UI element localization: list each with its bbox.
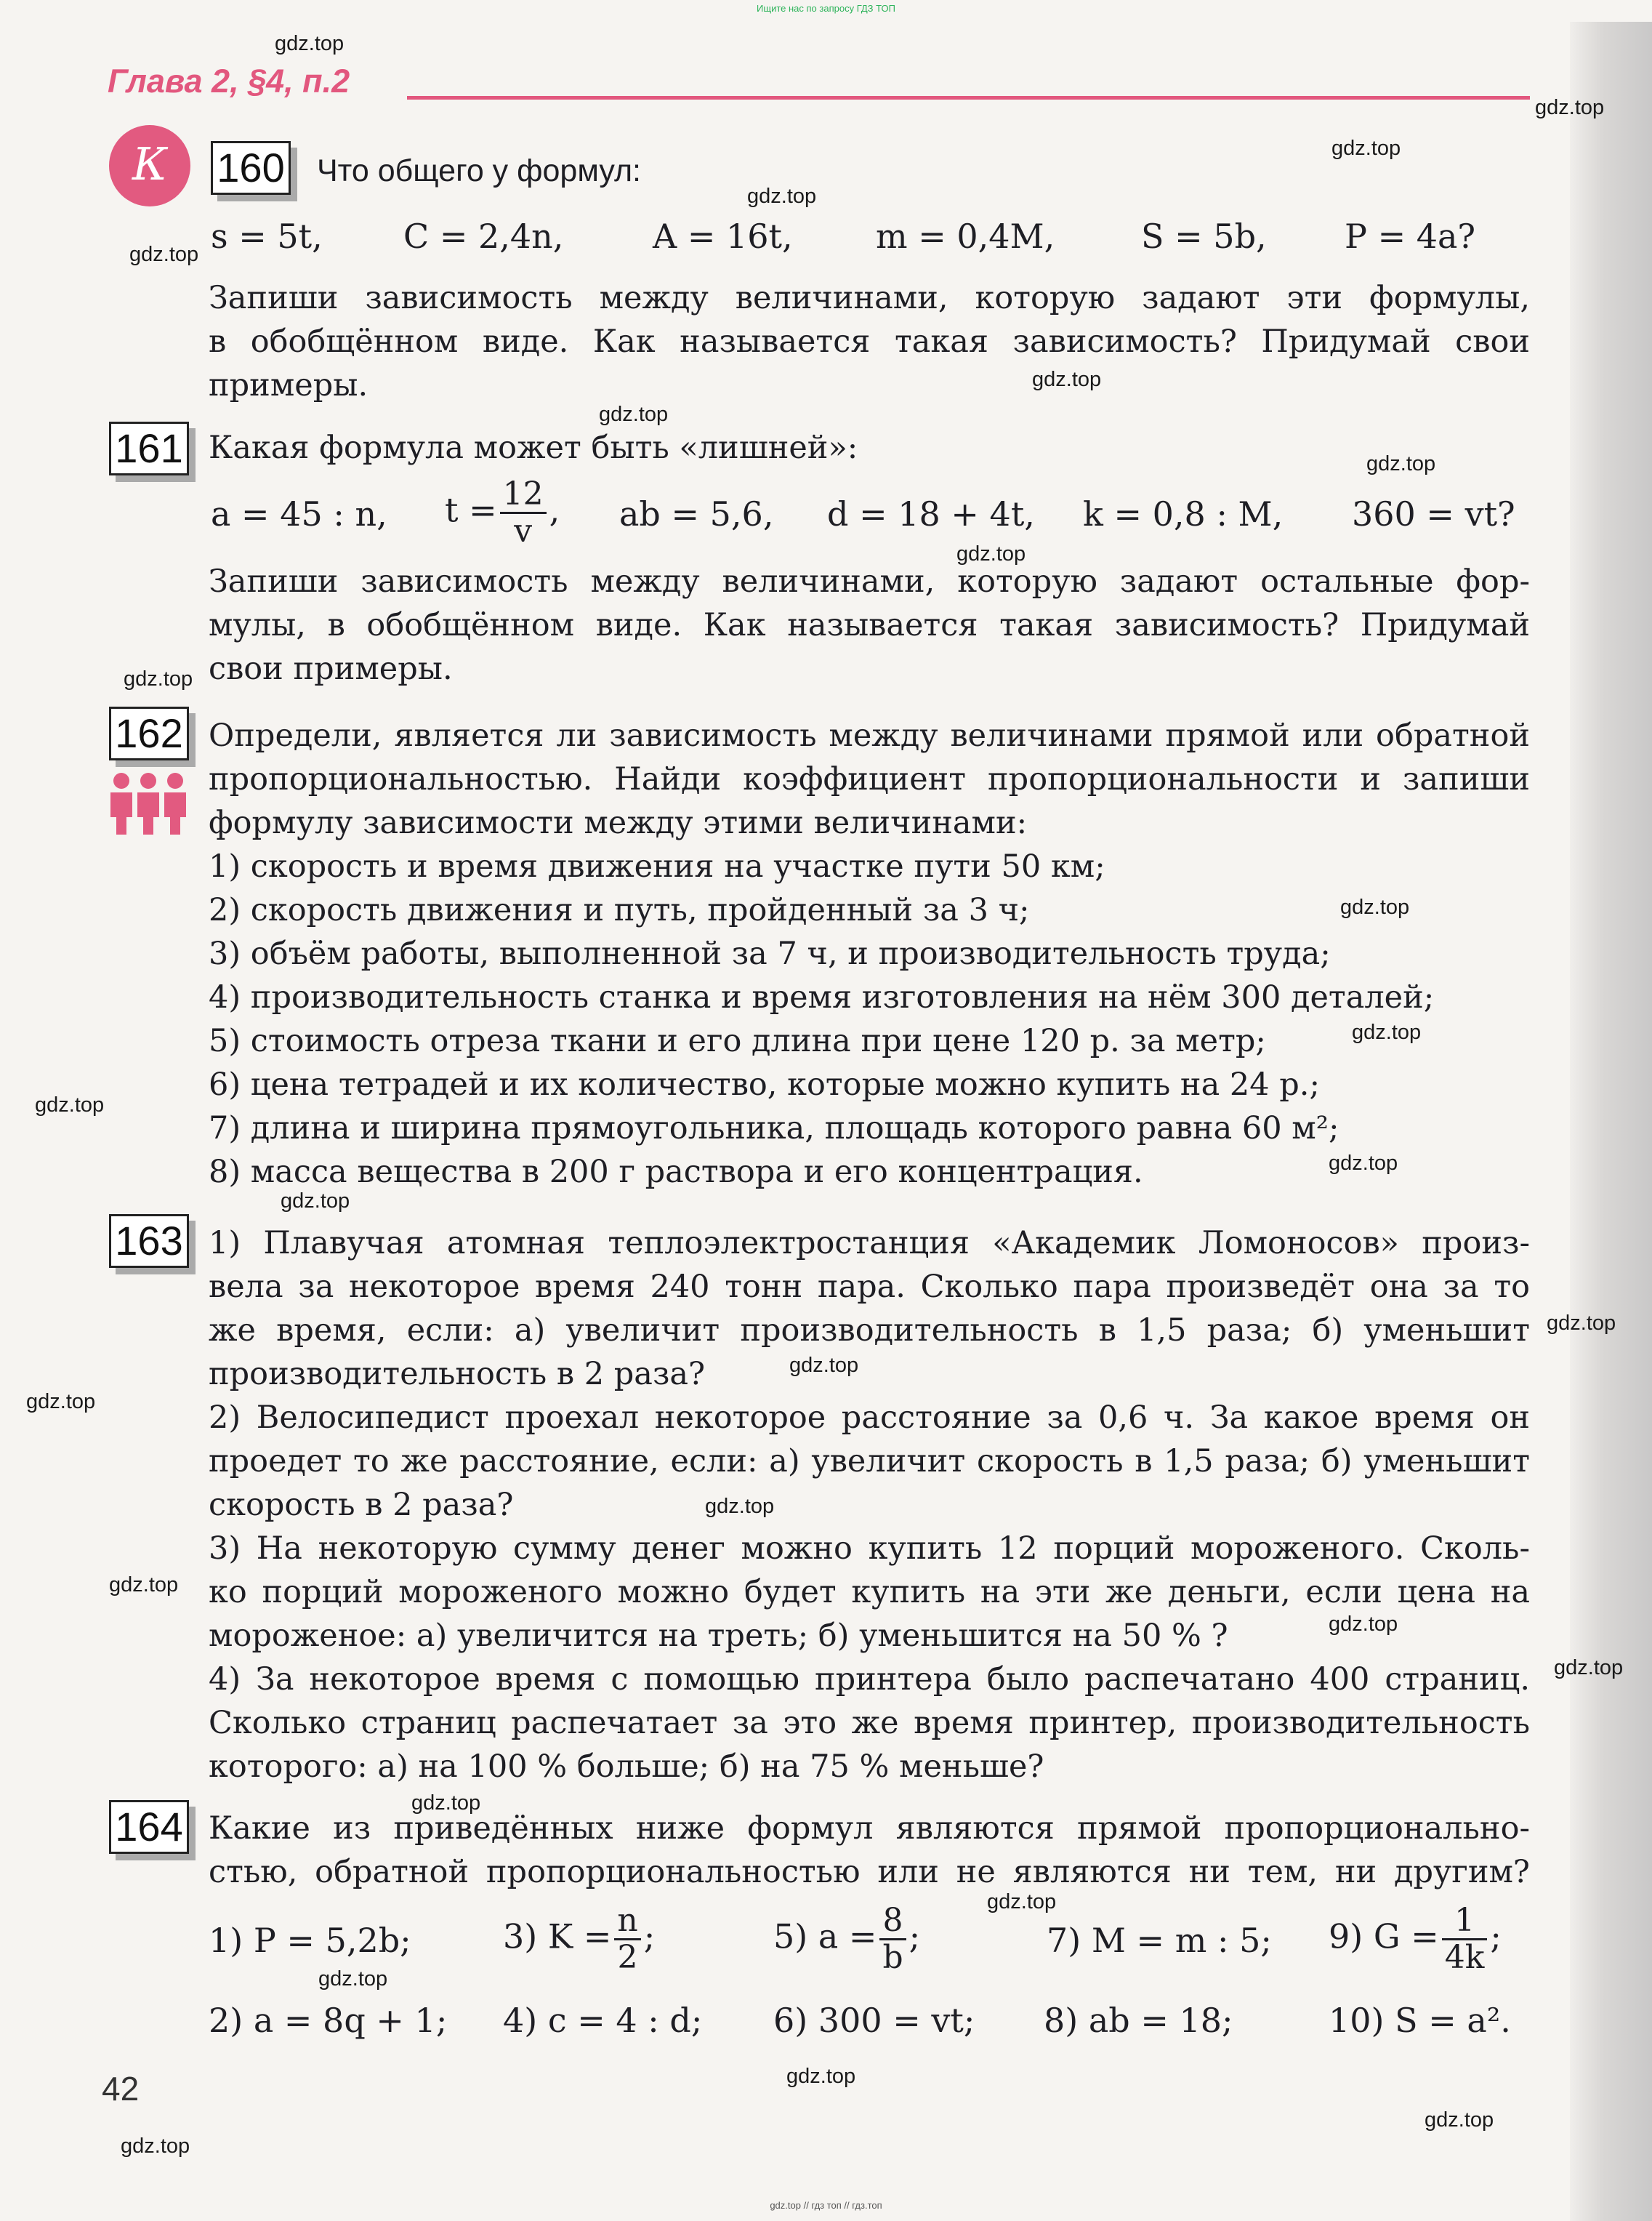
- task-160-formula-3: A = 16t,: [653, 217, 793, 256]
- task-164-line-2: стью, обратной пропорциональностью или не являются ни тем, ни другим?: [209, 1854, 1530, 1890]
- task-161-question: Какая формула может быть «лишней»:: [209, 430, 858, 466]
- fraction-denominator: v: [500, 512, 547, 549]
- task-164-formula-8: 8) ab = 18;: [1044, 2001, 1233, 2040]
- fraction-denominator: 4k: [1442, 1938, 1488, 1975]
- task-164-line-1: Какие из приведённых ниже формул являются прямой пропорционально-: [209, 1810, 1530, 1847]
- task-number-162: 162: [109, 707, 189, 760]
- task-161-formula-1: a = 45 : n,: [211, 494, 387, 534]
- task-160-formula-4: m = 0,4M,: [876, 217, 1055, 256]
- task-160-line-1: Запиши зависимость между величинами, которую задают эти формулы,: [209, 280, 1530, 316]
- task-163-line-4: производительность в 2 раза?: [209, 1356, 706, 1392]
- fraction-numerator: 1: [1454, 1902, 1475, 1939]
- watermark: gdz.top: [35, 1093, 105, 1117]
- watermark: gdz.top: [1352, 1021, 1422, 1044]
- watermark: gdz.top: [599, 403, 669, 426]
- task-161-formula-3: ab = 5,6,: [619, 494, 774, 534]
- bottom-note: gdz.top // гдз топ // гдз.топ: [770, 2200, 882, 2211]
- watermark: gdz.top: [1340, 896, 1410, 919]
- chapter-rule: [407, 96, 1530, 100]
- watermark: gdz.top: [1535, 96, 1605, 119]
- task-164-formula-5: 5) a = $\frac{8}{b}$ ;: [773, 1902, 921, 1976]
- task-162-item-7: 7) длина и ширина прямоугольника, площадь которого равна 60 м²;: [209, 1110, 1339, 1146]
- task-160-formula-5: S = 5b,: [1141, 217, 1267, 256]
- watermark: gdz.top: [129, 243, 199, 266]
- watermark: gdz.top: [1329, 1612, 1398, 1636]
- watermark: gdz.top: [1425, 2108, 1494, 2132]
- watermark: gdz.top: [705, 1495, 775, 1518]
- task-164-formula-1: 1) P = 5,2b;: [209, 1921, 411, 1960]
- task-164-formula-3: 3) K = $\frac{n}{2}$ ;: [503, 1902, 656, 1976]
- task-160-formula-2: C = 2,4n,: [403, 217, 564, 256]
- task-163-line-10: мороженое: а) увеличится на треть; б) уменьшится на 50 % ?: [209, 1618, 1228, 1654]
- task-163-line-9: ко порций мороженого можно будет купить на эти же деньги, если цена на: [209, 1574, 1530, 1610]
- task-number-163: 163: [109, 1214, 189, 1268]
- task-164-formula-10: 10) S = a².: [1329, 2001, 1511, 2040]
- task-160-question: Что общего у формул:: [317, 153, 641, 188]
- task-163-line-1: 1) Плавучая атомная теплоэлектростанция «Академик Ломоносов» произ-: [209, 1225, 1530, 1261]
- watermark: gdz.top: [1329, 1152, 1398, 1175]
- watermark: gdz.top: [124, 667, 193, 691]
- watermark: gdz.top: [1331, 137, 1401, 160]
- task-164-formula-7: 7) M = m : 5;: [1047, 1921, 1272, 1960]
- task-162-item-2: 2) скорость движения и путь, пройденный за 3 ч;: [209, 892, 1030, 928]
- watermark: gdz.top: [109, 1573, 179, 1597]
- watermark: gdz.top: [789, 1354, 859, 1377]
- task-164-formula-9: 9) G = $\frac{1}{4k}$ ;: [1329, 1902, 1502, 1976]
- top-note: Ищите нас по запросу ГДЗ ТОП: [757, 3, 895, 14]
- task-163-line-3: же время, если: а) увеличит производительность в 1,5 раза; б) уменьшит: [209, 1312, 1530, 1349]
- task-161-formula-4: d = 18 + 4t,: [827, 494, 1035, 534]
- task-163-line-7: скорость в 2 раза?: [209, 1487, 514, 1523]
- task-164-formula-4: 4) c = 4 : d;: [503, 2001, 703, 2040]
- watermark: gdz.top: [1547, 1312, 1616, 1335]
- creative-task-badge: К: [109, 125, 190, 206]
- watermark: gdz.top: [411, 1791, 481, 1815]
- task-160-line-2: в обобщённом виде. Как называется такая зависимость? Придумай свои: [209, 324, 1530, 360]
- task-number-164: 164: [109, 1800, 189, 1854]
- watermark: gdz.top: [956, 542, 1026, 566]
- task-161-formula-5: k = 0,8 : M,: [1083, 494, 1284, 534]
- task-160-formula-6: P = 4a?: [1345, 217, 1476, 256]
- task-160-formula-1: s = 5t,: [211, 217, 323, 256]
- task-164-formula-2: 2) a = 8q + 1;: [209, 2001, 448, 2040]
- page-edge-shadow: [1570, 22, 1652, 2221]
- task-number-161: 161: [109, 422, 189, 475]
- task-162-item-3: 3) объём работы, выполненной за 7 ч, и производительность труда;: [209, 936, 1331, 972]
- fraction-denominator: 2: [614, 1938, 640, 1975]
- task-161-line-1: Запиши зависимость между величинами, которую задают остальные фор-: [209, 563, 1530, 600]
- watermark: gdz.top: [786, 2065, 856, 2088]
- task-162-item-5: 5) стоимость отреза ткани и его длина при цене 120 р. за метр;: [209, 1023, 1266, 1059]
- task-162-line-1: Определи, является ли зависимость между величинами прямой или обратной: [209, 718, 1530, 754]
- task-163-line-11: 4) За некоторое время с помощью принтера было распечатано 400 страниц.: [209, 1661, 1530, 1698]
- fraction-numerator: n: [617, 1902, 638, 1939]
- watermark: gdz.top: [121, 2134, 190, 2158]
- task-161-line-3: свои примеры.: [209, 651, 453, 687]
- task-163-line-13: которого: а) на 100 % больше; б) на 75 % меньше?: [209, 1748, 1044, 1785]
- watermark: gdz.top: [1032, 368, 1102, 391]
- task-161-line-2: мулы, в обобщённом виде. Как называется такая зависимость? Придумай: [209, 607, 1530, 643]
- group-work-icon: [108, 771, 189, 836]
- task-163-line-6: проедет то же расстояние, если: а) увеличит скорость в 1,5 раза; б) уменьшит: [209, 1443, 1530, 1479]
- task-163-line-2: вела за некоторое время 240 тонн пара. Сколько пара произведёт она за то: [209, 1269, 1530, 1305]
- watermark: gdz.top: [281, 1189, 350, 1213]
- page-number: 42: [102, 2070, 140, 2108]
- task-164-formula-6: 6) 300 = vt;: [773, 2001, 975, 2040]
- fraction-denominator: b: [879, 1938, 906, 1975]
- task-163-line-5: 2) Велосипедист проехал некоторое расстояние за 0,6 ч. За какое время он: [209, 1399, 1530, 1436]
- fraction-numerator: 12: [502, 475, 544, 513]
- chapter-title: Глава 2, §4, п.2: [108, 63, 350, 100]
- task-163-line-12: Сколько страниц распечатает за это же время принтер, производительность: [209, 1705, 1530, 1741]
- task-161-formula-6: 360 = vt?: [1352, 494, 1515, 534]
- watermark: gdz.top: [1366, 452, 1436, 475]
- task-162-item-1: 1) скорость и время движения на участке пути 50 км;: [209, 848, 1105, 885]
- watermark: gdz.top: [747, 185, 817, 208]
- task-162-line-3: формулу зависимости между этими величинами:: [209, 805, 1028, 841]
- watermark: gdz.top: [1554, 1656, 1624, 1679]
- watermark: gdz.top: [318, 1967, 388, 1991]
- task-162-item-6: 6) цена тетрадей и их количество, которые можно купить на 24 р.;: [209, 1067, 1320, 1103]
- fraction-numerator: 8: [882, 1902, 903, 1939]
- watermark: gdz.top: [987, 1890, 1057, 1913]
- task-163-line-8: 3) На некоторую сумму денег можно купить 12 порций мороженого. Сколь-: [209, 1530, 1530, 1567]
- task-number-160: 160: [211, 141, 291, 195]
- task-161-formula-2: t = $\frac{12}{v}$ ,: [445, 475, 560, 550]
- task-162-line-2: пропорциональностью. Найди коэффициент пропорциональности и запиши: [209, 761, 1530, 798]
- watermark: gdz.top: [26, 1390, 96, 1413]
- watermark: gdz.top: [275, 32, 344, 55]
- task-160-line-3: примеры.: [209, 367, 368, 403]
- task-162-item-4: 4) производительность станка и время изготовления на нём 300 деталей;: [209, 979, 1435, 1016]
- task-162-item-8: 8) масса вещества в 200 г раствора и его концентрация.: [209, 1154, 1143, 1190]
